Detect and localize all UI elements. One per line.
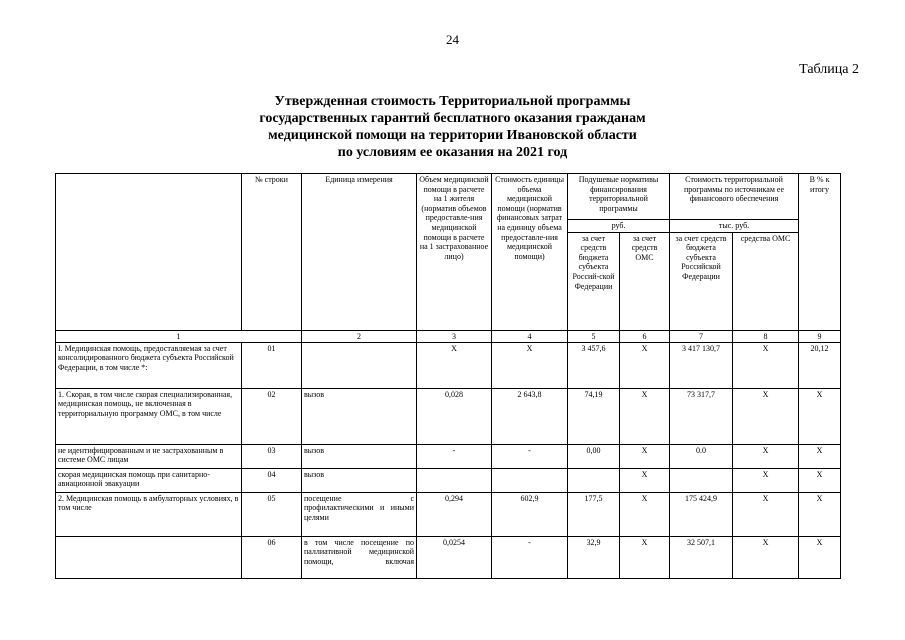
- row-name: 1. Скорая, в том числе скорая специализированная, медицинская помощь, не включенная в территориальную программу ОМС, в том числе: [56, 388, 242, 444]
- column-number: 5: [568, 330, 620, 342]
- title-line: по условиям ее оказания на 2021 год: [337, 145, 568, 160]
- table-row: [56, 342, 841, 388]
- row-volume: 0,294: [417, 492, 492, 536]
- row-percent: X: [799, 536, 841, 578]
- row-number: 06: [242, 536, 302, 578]
- row-per-capita-budget: 0,00: [568, 444, 620, 468]
- row-program-budget: [670, 468, 733, 492]
- row-number: 05: [242, 492, 302, 536]
- row-cost: [492, 468, 568, 492]
- row-name: 2. Медицинская помощь в амбулаторных условиях, в том числе: [56, 492, 242, 536]
- row-percent: X: [799, 388, 841, 444]
- row-unit: в том числе посещение по паллиативной медицинской помощи, включая: [302, 536, 417, 578]
- document-title: [0, 93, 905, 161]
- row-percent: 20,12: [799, 342, 841, 388]
- row-per-capita-oms: X: [620, 468, 670, 492]
- row-volume: 0,028: [417, 388, 492, 444]
- column-number: 7: [670, 330, 733, 342]
- row-per-capita-budget: 74,19: [568, 388, 620, 444]
- column-number: 4: [492, 330, 568, 342]
- row-name: I. Медицинская помощь, предоставляемая за счет консолидированного бюджета субъекта Российской Федерации, в том числе *:: [56, 342, 242, 388]
- row-percent: X: [799, 444, 841, 468]
- row-program-oms: X: [733, 342, 799, 388]
- row-percent: X: [799, 492, 841, 536]
- column-number: 8: [733, 330, 799, 342]
- header-unit-rub: руб.: [568, 220, 670, 233]
- header-oms-source-2: средства ОМС: [733, 232, 799, 330]
- title-line: медицинской помощи на территории Ивановской области: [268, 128, 637, 143]
- row-cost: -: [492, 444, 568, 468]
- header-unit: Единица измерения: [302, 174, 417, 331]
- row-program-oms: X: [733, 468, 799, 492]
- row-name: не идентифицированным и не застрахованным в системе ОМС лицам: [56, 444, 242, 468]
- row-program-budget: 3 417 130,7: [670, 342, 733, 388]
- row-program-budget: 0.0: [670, 444, 733, 468]
- row-per-capita-oms: X: [620, 342, 670, 388]
- row-number: 03: [242, 444, 302, 468]
- header-percent: В % к итогу: [799, 174, 841, 331]
- header-unit-thousand-rub: тыс. руб.: [670, 220, 799, 233]
- column-number: 6: [620, 330, 670, 342]
- row-volume: X: [417, 342, 492, 388]
- header-budget-source: за счет средств бюджета субъекта Россий-ской Федерации: [568, 232, 620, 330]
- header-program-cost: Стоимость территориальной программы по источникам ее финансового обеспечения: [670, 174, 799, 220]
- row-program-budget: 32 507,1: [670, 536, 733, 578]
- row-per-capita-budget: 32,9: [568, 536, 620, 578]
- column-number: 1: [56, 330, 302, 342]
- header-name-cell: [56, 174, 242, 331]
- row-number: 01: [242, 342, 302, 388]
- table-row: [56, 388, 841, 444]
- row-program-oms: X: [733, 492, 799, 536]
- row-percent: X: [799, 468, 841, 492]
- table-row: [56, 536, 841, 578]
- row-program-oms: X: [733, 444, 799, 468]
- row-unit: вызов: [302, 468, 417, 492]
- column-number: 9: [799, 330, 841, 342]
- title-line: государственных гарантий бесплатного оказания гражданам: [259, 111, 646, 126]
- header-cost: Стоимость единицы объема медицинской помощи (норматив финансовых затрат на единицу объема предоставле-ния медицинской помощи): [492, 174, 568, 331]
- header-per-capita: Подушевые нормативы финансирования территориальной программы: [568, 174, 670, 220]
- row-per-capita-oms: X: [620, 536, 670, 578]
- row-volume: -: [417, 444, 492, 468]
- row-per-capita-oms: X: [620, 388, 670, 444]
- column-number: 3: [417, 330, 492, 342]
- row-program-oms: X: [733, 388, 799, 444]
- title-line: Утвержденная стоимость Территориальной программы: [274, 94, 631, 109]
- table-row: [56, 468, 841, 492]
- row-cost: X: [492, 342, 568, 388]
- cost-table: [55, 173, 841, 579]
- header-oms-source: за счет средств ОМС: [620, 232, 670, 330]
- row-volume: 0,0254: [417, 536, 492, 578]
- row-per-capita-budget: 177,5: [568, 492, 620, 536]
- row-name: скорая медицинская помощь при санитарно-авиационной эвакуации: [56, 468, 242, 492]
- row-name: [56, 536, 242, 578]
- table-label: Таблица 2: [799, 62, 859, 77]
- row-unit: вызов: [302, 444, 417, 468]
- header-row-number: № строки: [242, 174, 302, 331]
- header-budget-source-2: за счет средств бюджета субъекта Российской Федерации: [670, 232, 733, 330]
- column-number-row: [56, 330, 841, 342]
- row-cost: 602,9: [492, 492, 568, 536]
- page-number: 24: [446, 32, 459, 47]
- row-volume: [417, 468, 492, 492]
- column-number: 2: [302, 330, 417, 342]
- row-unit: вызов: [302, 388, 417, 444]
- table-row: [56, 492, 841, 536]
- row-program-budget: 73 317,7: [670, 388, 733, 444]
- table-row: [56, 444, 841, 468]
- row-per-capita-oms: X: [620, 444, 670, 468]
- header-volume: Объем медицинской помощи в расчете на 1 жителя (норматив объемов предоставле-ния медицинской помощи в расчете на 1 застрахованное лицо): [417, 174, 492, 331]
- row-per-capita-oms: X: [620, 492, 670, 536]
- row-per-capita-budget: 3 457,6: [568, 342, 620, 388]
- row-per-capita-budget: [568, 468, 620, 492]
- row-unit: посещение с профилактическими и иными целями: [302, 492, 417, 536]
- row-unit: [302, 342, 417, 388]
- row-number: 02: [242, 388, 302, 444]
- row-program-budget: 175 424,9: [670, 492, 733, 536]
- row-cost: 2 643,8: [492, 388, 568, 444]
- row-cost: -: [492, 536, 568, 578]
- header-row: [56, 174, 841, 220]
- row-program-oms: X: [733, 536, 799, 578]
- row-number: 04: [242, 468, 302, 492]
